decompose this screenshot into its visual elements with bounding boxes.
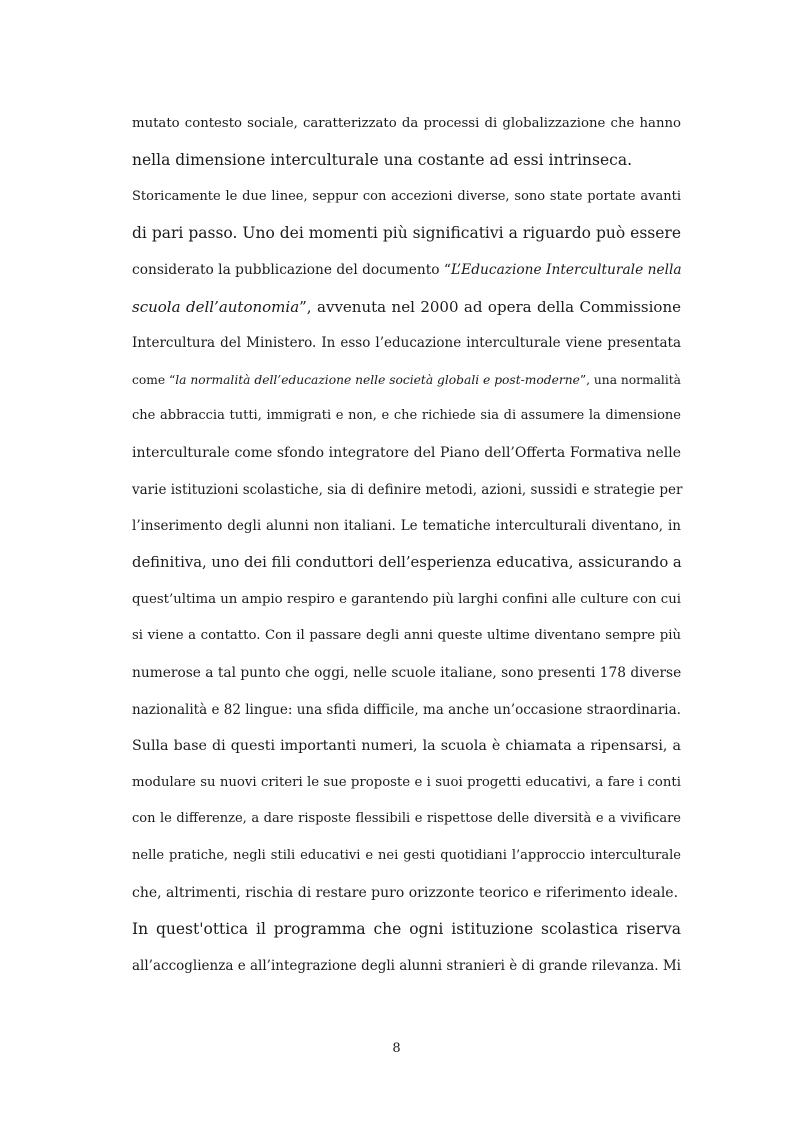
text-line [132, 185, 681, 209]
text-line [132, 295, 681, 319]
text-run: ”, una normalità [579, 373, 681, 387]
text-line [132, 588, 681, 612]
text-line [132, 551, 681, 575]
text-line [132, 771, 681, 795]
text-line [132, 844, 681, 868]
text-line [132, 368, 681, 392]
text-run: di pari passo. Uno dei momenti più significativi a riguardo può essere [132, 224, 681, 242]
text-line [132, 881, 681, 905]
text-line [132, 221, 681, 245]
text-run: modulare su nuovi criteri le sue proposte e i suoi progetti educativi, a fare i conti [132, 775, 681, 790]
text-line [132, 624, 681, 648]
text-run: nelle pratiche, negli stili educativi e nei gesti quotidiani l’approccio interculturale [132, 848, 681, 863]
text-run: considerato la pubblicazione del documento “ [132, 262, 451, 278]
text-run: numerose a tal punto che oggi, nelle scuole italiane, sono presenti 178 diverse [132, 665, 682, 681]
text-run: con le differenze, a dare risposte flessibili e rispettose delle diversità e a vivificare [132, 811, 681, 826]
text-run: interculturale come sfondo integratore del Piano dell’Offerta Formativa nelle [132, 445, 681, 461]
text-line [132, 331, 681, 355]
text-run: definitiva, uno dei fili conduttori dell’esperienza educativa, assicurando a [132, 554, 682, 571]
document-title-italic: scuola dell’autonomia [132, 298, 300, 316]
text-run: mutato contesto sociale, caratterizzato da processi di globalizzazione che hanno [132, 116, 681, 131]
text-run: In quest'ottica il programma che ogni istituzione scolastica riserva [132, 920, 681, 938]
text-run: l’inserimento degli alunni non italiani. Le tematiche interculturali diventano, in [132, 518, 681, 534]
text-line [132, 112, 681, 136]
text-line [132, 807, 681, 831]
document-title-italic: L’Educazione Interculturale nella [450, 262, 682, 278]
text-run: varie istituzioni scolastiche, sia di definire metodi, azioni, sussidi e strategie per [132, 482, 683, 498]
text-run: come “ [132, 373, 176, 387]
page-number: 8 [392, 1041, 401, 1056]
text-line [132, 917, 681, 941]
text-run: quest’ultima un ampio respiro e garantendo più larghi confini alle culture con cui [132, 592, 681, 607]
text-run: che abbraccia tutti, immigrati e non, e che richiede sia di assumere la dimensione [132, 408, 681, 423]
text-line [132, 698, 681, 722]
text-run: che, altrimenti, rischia di restare puro orizzonte teorico e riferimento ideale. [132, 885, 679, 901]
text-run: all’accoglienza e all’integrazione degli alunni stranieri è di grande rilevanza. Mi [132, 958, 681, 974]
text-run: ”, avvenuta nel 2000 ad opera della Commissione [299, 298, 681, 316]
text-line [132, 404, 681, 428]
text-line [132, 258, 681, 282]
text-line [132, 661, 681, 685]
text-line [132, 954, 681, 978]
text-line [132, 478, 681, 502]
text-line [132, 514, 681, 538]
text-run: Intercultura del Ministero. In esso l’educazione interculturale viene presentata [132, 335, 681, 351]
text-line [132, 148, 681, 172]
text-run: nella dimensione interculturale una costante ad essi intrinseca. [132, 151, 633, 169]
quotation-italic: la normalità dell’educazione nelle società globali e post-moderne [175, 373, 580, 387]
text-run: Sulla base di questi importanti numeri, la scuola è chiamata a ripensarsi, a [132, 738, 681, 754]
text-line [132, 734, 681, 758]
text-line [132, 441, 681, 465]
text-run: si viene a contatto. Con il passare degli anni queste ultime diventano sempre più [132, 628, 681, 643]
text-run: nazionalità e 82 lingue: una sfida difficile, ma anche un’occasione straordinaria. [132, 702, 681, 718]
text-run: Storicamente le due linee, seppur con accezioni diverse, sono state portate avanti [132, 189, 681, 204]
